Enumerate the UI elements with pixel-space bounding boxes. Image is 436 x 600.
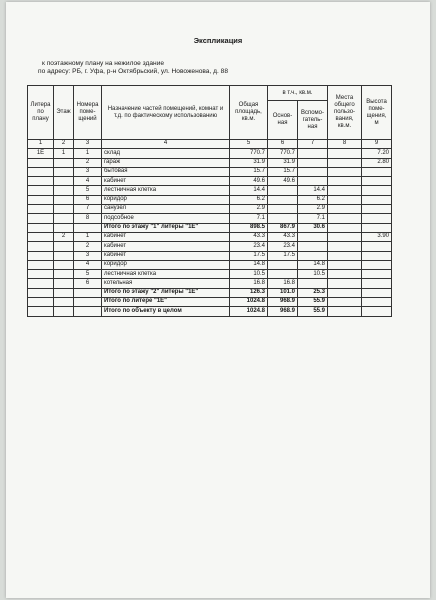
column-number: 1 xyxy=(28,140,54,149)
cell-total-area: 1024.8 xyxy=(230,298,268,307)
cell-floor xyxy=(54,167,74,176)
cell-litera xyxy=(28,279,54,288)
cell-room-no: 5 xyxy=(74,186,102,195)
table-row xyxy=(28,167,392,176)
cell-aux-area: 14.8 xyxy=(298,260,328,269)
table-row xyxy=(28,260,392,269)
cell-floor xyxy=(54,298,74,307)
cell-floor xyxy=(54,186,74,195)
cell-main-area: 968.9 xyxy=(268,307,298,316)
cell-floor xyxy=(54,195,74,204)
cell-height: 7.20 xyxy=(362,149,392,158)
table-row xyxy=(28,195,392,204)
cell-room-no: 6 xyxy=(74,279,102,288)
cell-purpose: Итого по литере "1Е" xyxy=(102,298,230,307)
cell-floor xyxy=(54,270,74,279)
cell-main-area: 49.6 xyxy=(268,177,298,186)
cell-room-no xyxy=(74,223,102,232)
table-row xyxy=(28,214,392,223)
cell-main-area xyxy=(268,205,298,214)
cell-litera xyxy=(28,158,54,167)
cell-height xyxy=(362,260,392,269)
cell-litera xyxy=(28,223,54,232)
cell-aux-area xyxy=(298,167,328,176)
cell-main-area xyxy=(268,214,298,223)
cell-aux-area xyxy=(298,279,328,288)
cell-total-area: 7.1 xyxy=(230,214,268,223)
cell-common-area xyxy=(328,270,362,279)
table-row xyxy=(28,251,392,260)
cell-litera xyxy=(28,242,54,251)
cell-total-area: 14.4 xyxy=(230,186,268,195)
cell-floor xyxy=(54,288,74,297)
header-purpose: Назначение частей помещений, комнат и т.д. по фактическому использованию xyxy=(102,86,230,140)
table-row xyxy=(28,242,392,251)
cell-main-area xyxy=(268,270,298,279)
cell-floor xyxy=(54,242,74,251)
cell-aux-area: 14.4 xyxy=(298,186,328,195)
header-common: Места общего пользо-вания, кв.м. xyxy=(328,86,362,140)
cell-total-area: 126.3 xyxy=(230,288,268,297)
column-number: 2 xyxy=(54,140,74,149)
cell-total-area: 43.3 xyxy=(230,232,268,241)
cell-purpose: бытовая xyxy=(102,167,230,176)
cell-height xyxy=(362,214,392,223)
cell-height xyxy=(362,195,392,204)
cell-aux-area xyxy=(298,242,328,251)
cell-common-area xyxy=(328,242,362,251)
table-body xyxy=(28,140,392,317)
table-row xyxy=(28,177,392,186)
cell-purpose: кабинет xyxy=(102,232,230,241)
cell-floor xyxy=(54,214,74,223)
cell-purpose: санузел xyxy=(102,205,230,214)
cell-total-area: 31.9 xyxy=(230,158,268,167)
header-incl: в т.ч., кв.м. xyxy=(268,86,328,101)
cell-room-no xyxy=(74,298,102,307)
cell-height xyxy=(362,167,392,176)
cell-litera xyxy=(28,298,54,307)
cell-purpose: гараж xyxy=(102,158,230,167)
cell-purpose: лестничная клетка xyxy=(102,186,230,195)
column-number: 4 xyxy=(102,140,230,149)
cell-floor xyxy=(54,223,74,232)
document-title: Экспликация xyxy=(193,36,243,45)
cell-aux-area: 6.2 xyxy=(298,195,328,204)
table-row xyxy=(28,149,392,158)
column-number: 3 xyxy=(74,140,102,149)
cell-purpose: Итого по объекту в целом xyxy=(102,307,230,316)
table-row xyxy=(28,205,392,214)
cell-litera xyxy=(28,251,54,260)
cell-common-area xyxy=(328,298,362,307)
cell-aux-area: 30.6 xyxy=(298,223,328,232)
cell-aux-area: 55.9 xyxy=(298,298,328,307)
header-floor: Этаж xyxy=(54,86,74,140)
cell-room-no: 1 xyxy=(74,149,102,158)
cell-main-area: 31.9 xyxy=(268,158,298,167)
cell-total-area: 6.2 xyxy=(230,195,268,204)
cell-common-area xyxy=(328,251,362,260)
cell-main-area: 23.4 xyxy=(268,242,298,251)
subtitle-line-1: к поэтажному плану на нежилое здание xyxy=(42,60,165,67)
cell-purpose: котельная xyxy=(102,279,230,288)
cell-total-area: 2.9 xyxy=(230,205,268,214)
cell-total-area: 898.5 xyxy=(230,223,268,232)
cell-aux-area xyxy=(298,158,328,167)
cell-floor: 2 xyxy=(54,232,74,241)
cell-main-area: 43.3 xyxy=(268,232,298,241)
cell-room-no: 1 xyxy=(74,232,102,241)
cell-aux-area: 7.1 xyxy=(298,214,328,223)
subtitle-line-2: по адресу: РБ, г. Уфа, р-н Октябрьский, ул. Новоженова, д. 88 xyxy=(38,68,228,75)
cell-height xyxy=(362,298,392,307)
cell-common-area xyxy=(328,223,362,232)
column-number: 8 xyxy=(328,140,362,149)
cell-height xyxy=(362,186,392,195)
cell-room-no xyxy=(74,307,102,316)
cell-litera xyxy=(28,177,54,186)
cell-total-area: 23.4 xyxy=(230,242,268,251)
column-number: 7 xyxy=(298,140,328,149)
cell-height xyxy=(362,223,392,232)
cell-aux-area: 25.3 xyxy=(298,288,328,297)
cell-main-area: 17.5 xyxy=(268,251,298,260)
cell-common-area xyxy=(328,214,362,223)
cell-room-no: 4 xyxy=(74,260,102,269)
cell-litera xyxy=(28,186,54,195)
cell-purpose: кабинет xyxy=(102,177,230,186)
cell-purpose: Итого по этажу "2" литеры "1Е" xyxy=(102,288,230,297)
table-row xyxy=(28,270,392,279)
cell-purpose: подсобное xyxy=(102,214,230,223)
cell-common-area xyxy=(328,177,362,186)
cell-total-area: 10.5 xyxy=(230,270,268,279)
cell-common-area xyxy=(328,260,362,269)
cell-height xyxy=(362,205,392,214)
cell-floor xyxy=(54,279,74,288)
cell-main-area: 968.9 xyxy=(268,298,298,307)
header-height: Высота поме-щения, м xyxy=(362,86,392,140)
cell-room-no: 7 xyxy=(74,205,102,214)
cell-litera: 1Е xyxy=(28,149,54,158)
cell-room-no: 2 xyxy=(74,242,102,251)
cell-aux-area: 55.9 xyxy=(298,307,328,316)
cell-main-area: 867.9 xyxy=(268,223,298,232)
cell-common-area xyxy=(328,186,362,195)
cell-room-no: 4 xyxy=(74,177,102,186)
cell-purpose: Итого по этажу "1" литеры "1Е" xyxy=(102,223,230,232)
cell-floor xyxy=(54,177,74,186)
cell-main-area xyxy=(268,195,298,204)
cell-room-no: 2 xyxy=(74,158,102,167)
cell-room-no: 3 xyxy=(74,251,102,260)
cell-height xyxy=(362,279,392,288)
cell-aux-area xyxy=(298,149,328,158)
cell-room-no xyxy=(74,288,102,297)
cell-common-area xyxy=(328,288,362,297)
cell-aux-area: 10.5 xyxy=(298,270,328,279)
cell-litera xyxy=(28,232,54,241)
cell-total-area: 16.8 xyxy=(230,279,268,288)
cell-litera xyxy=(28,307,54,316)
cell-main-area xyxy=(268,260,298,269)
cell-litera xyxy=(28,167,54,176)
column-number-row xyxy=(28,140,392,149)
cell-common-area xyxy=(328,279,362,288)
total-row xyxy=(28,288,392,297)
document-sheet xyxy=(6,2,430,598)
cell-purpose: склад xyxy=(102,149,230,158)
cell-height: 2.80 xyxy=(362,158,392,167)
cell-common-area xyxy=(328,307,362,316)
cell-total-area: 1024.8 xyxy=(230,307,268,316)
table-row xyxy=(28,279,392,288)
cell-aux-area xyxy=(298,232,328,241)
cell-purpose: лестничная клетка xyxy=(102,270,230,279)
cell-litera xyxy=(28,205,54,214)
cell-main-area: 15.7 xyxy=(268,167,298,176)
table-row xyxy=(28,158,392,167)
cell-purpose: коридор xyxy=(102,260,230,269)
cell-main-area: 770.7 xyxy=(268,149,298,158)
cell-common-area xyxy=(328,205,362,214)
cell-floor xyxy=(54,260,74,269)
cell-aux-area: 2.9 xyxy=(298,205,328,214)
cell-total-area: 15.7 xyxy=(230,167,268,176)
cell-litera xyxy=(28,214,54,223)
cell-aux-area xyxy=(298,177,328,186)
cell-floor xyxy=(54,158,74,167)
cell-litera xyxy=(28,195,54,204)
header-litera: Литера по плану xyxy=(28,86,54,140)
column-number: 9 xyxy=(362,140,392,149)
cell-total-area: 17.5 xyxy=(230,251,268,260)
cell-total-area: 49.6 xyxy=(230,177,268,186)
cell-total-area: 770.7 xyxy=(230,149,268,158)
cell-height xyxy=(362,251,392,260)
cell-main-area: 16.8 xyxy=(268,279,298,288)
cell-floor: 1 xyxy=(54,149,74,158)
cell-litera xyxy=(28,260,54,269)
total-row xyxy=(28,307,392,316)
cell-total-area: 14.8 xyxy=(230,260,268,269)
cell-height xyxy=(362,177,392,186)
table-row xyxy=(28,186,392,195)
cell-room-no: 6 xyxy=(74,195,102,204)
cell-common-area xyxy=(328,195,362,204)
header-total-area: Общая площадь, кв.м. xyxy=(230,86,268,140)
total-row xyxy=(28,223,392,232)
header-main: Основ-ная xyxy=(268,101,298,140)
cell-purpose: кабинет xyxy=(102,242,230,251)
cell-main-area xyxy=(268,186,298,195)
cell-room-no: 5 xyxy=(74,270,102,279)
cell-purpose: коридор xyxy=(102,195,230,204)
cell-floor xyxy=(54,307,74,316)
header-aux: Вспомо-гатель-ная xyxy=(298,101,328,140)
cell-common-area xyxy=(328,149,362,158)
cell-height xyxy=(362,242,392,251)
cell-litera xyxy=(28,288,54,297)
cell-common-area xyxy=(328,158,362,167)
table-row xyxy=(28,232,392,241)
cell-floor xyxy=(54,251,74,260)
total-row xyxy=(28,298,392,307)
cell-purpose: кабинет xyxy=(102,251,230,260)
cell-height xyxy=(362,288,392,297)
cell-aux-area xyxy=(298,251,328,260)
cell-main-area: 101.0 xyxy=(268,288,298,297)
cell-height: 3.90 xyxy=(362,232,392,241)
cell-height xyxy=(362,307,392,316)
cell-room-no: 3 xyxy=(74,167,102,176)
cell-common-area xyxy=(328,167,362,176)
explication-table xyxy=(27,85,392,317)
cell-floor xyxy=(54,205,74,214)
column-number: 5 xyxy=(230,140,268,149)
column-number: 6 xyxy=(268,140,298,149)
header-room-no: Номера поме-щений xyxy=(74,86,102,140)
cell-height xyxy=(362,270,392,279)
cell-common-area xyxy=(328,232,362,241)
cell-room-no: 8 xyxy=(74,214,102,223)
cell-litera xyxy=(28,270,54,279)
